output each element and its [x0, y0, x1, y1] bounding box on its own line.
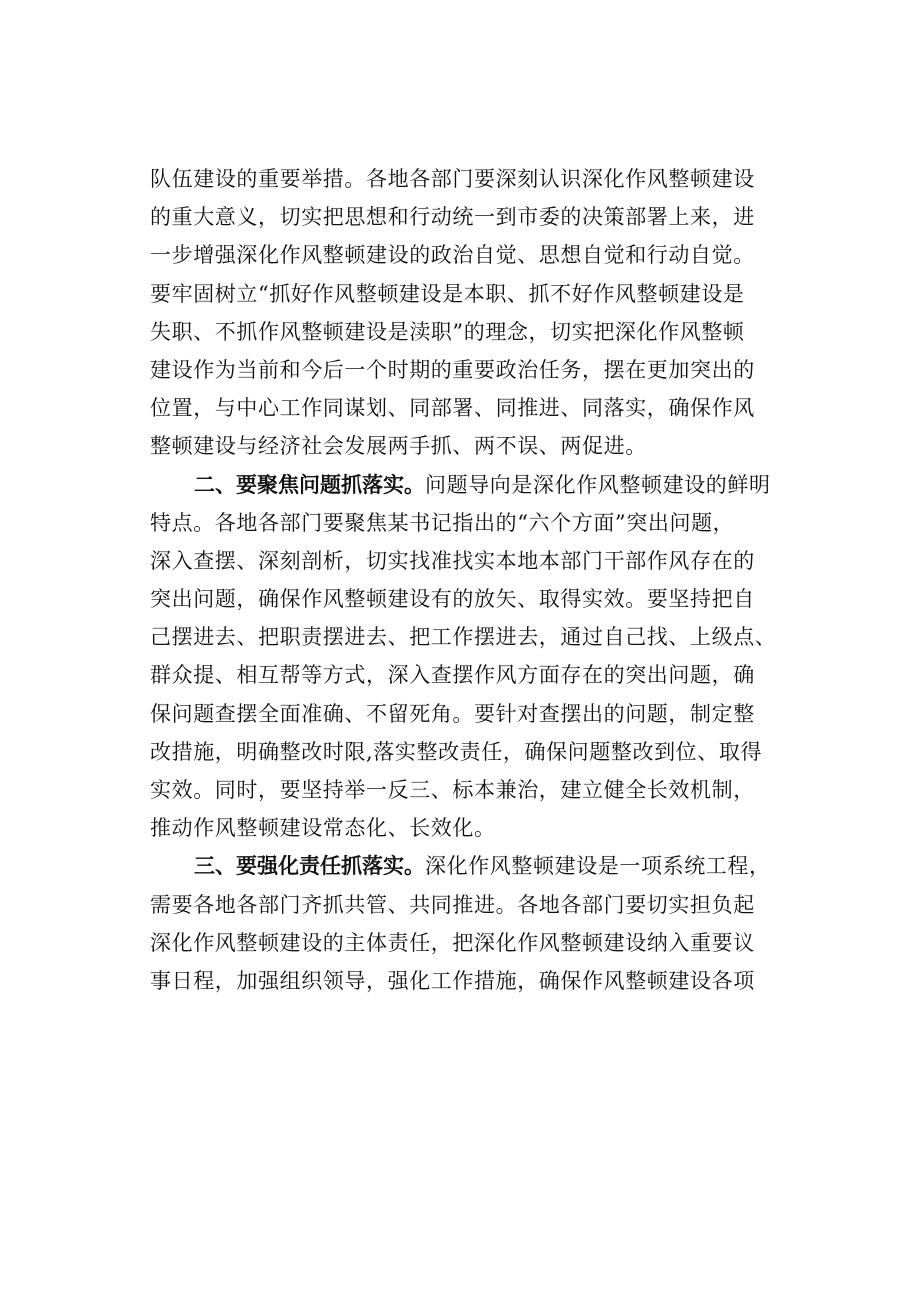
text-line: 己摆进去、把职责摆进去、把工作摆进去，通过自己找、上级点、 — [150, 625, 777, 650]
text-line — [150, 466, 800, 504]
text-line: 保问题查摆全面准确、不留死角。要针对查摆出的问题，制定整 — [150, 701, 755, 726]
paragraph-2 — [150, 466, 800, 848]
text-line: 失职、不抓作风整顿建设是渎职”的理念，切实把深化作风整顿 — [150, 319, 745, 344]
text-line: 实效。同时，要坚持举一反三、标本兼治，建立健全长效机制， — [150, 778, 755, 802]
text-line: 事日程，加强组织领导，强化工作措施，确保作风整顿建设各项 — [150, 968, 755, 993]
text-line: 位置，与中心工作同谋划、同部署、同推进、同落实，确保作风 — [150, 396, 755, 421]
paragraph-1 — [150, 160, 800, 466]
text-line: 整顿建设与经济社会发展两手抓、两不误、两促进。 — [150, 434, 647, 459]
text-line: 一步增强深化作风整顿建设的政治自觉、思想自觉和行动自觉。 — [150, 243, 755, 268]
text-run: 深化作风整顿建设是一项系统工程， — [425, 854, 771, 879]
text-line: 特点。各地各部门要聚焦某书记指出的“六个方面”突出问题， — [150, 510, 735, 535]
text-line: 群众提、相互帮等方式，深入查摆作风方面存在的突出问题，确 — [150, 663, 755, 688]
text-run: 问题导向是深化作风整顿建设的鲜明 — [425, 472, 771, 497]
document-body — [150, 160, 800, 1000]
text-line — [150, 847, 800, 885]
text-line: 推动作风整顿建设常态化、长效化。 — [150, 816, 496, 841]
paragraph-3 — [150, 847, 800, 1000]
text-line: 需要各地各部门齐抓共管、共同推进。各地各部门要切实担负起 — [150, 892, 755, 917]
section-heading: 二、要聚焦问题抓落实。 — [194, 472, 425, 497]
text-line: 突出问题，确保作风整顿建设有的放矢、取得实效。要坚持把自 — [150, 587, 755, 612]
text-line: 改措施，明确整改时限,落实整改责任，确保问题整改到位、取得 — [150, 739, 763, 764]
text-line: 建设作为当前和今后一个时期的重要政治任务，摆在更加突出的 — [150, 357, 755, 382]
text-line: 深化作风整顿建设的主体责任，把深化作风整顿建设纳入重要议 — [150, 930, 755, 955]
text-line: 的重大意义，切实把思想和行动统一到市委的决策部署上来，进 — [150, 205, 755, 230]
text-line: 要牢固树立“抓好作风整顿建设是本职、抓不好作风整顿建设是 — [150, 281, 745, 306]
text-line: 队伍建设的重要举措。各地各部门要深刻认识深化作风整顿建设 — [150, 167, 755, 191]
text-line: 深入查摆、深刻剖析，切实找准找实本地本部门干部作风存在的 — [150, 548, 755, 573]
section-heading: 三、要强化责任抓落实。 — [194, 854, 425, 879]
